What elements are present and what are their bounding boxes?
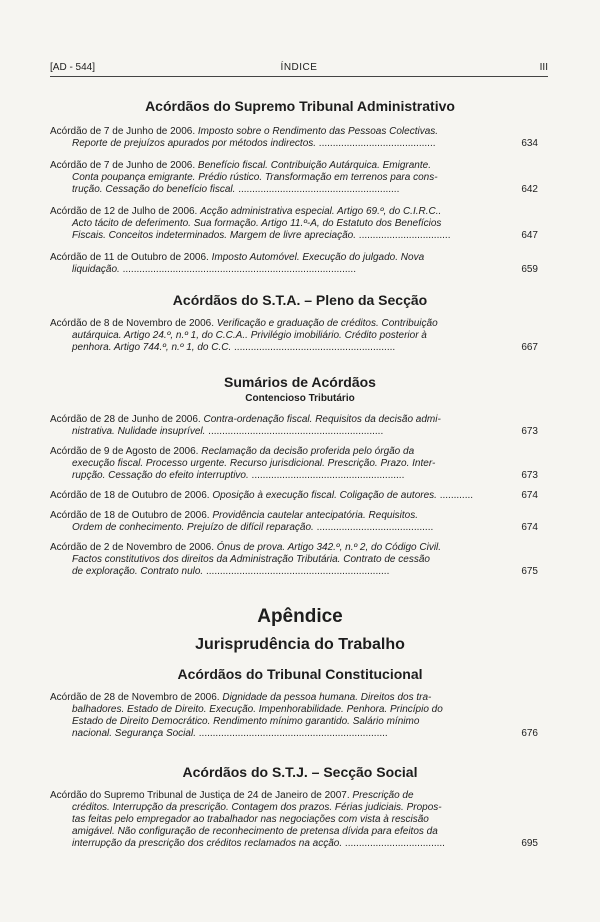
entry-citation: Acórdão de 12 de Julho de 2006. bbox=[50, 206, 201, 217]
index-entry bbox=[50, 542, 550, 578]
page-number: 673 bbox=[521, 470, 538, 481]
entry-line bbox=[50, 184, 502, 196]
header-code: [AD - 544] bbox=[50, 62, 96, 73]
entry-subject: Factos constitutivos dos direitos da Administração Tributária. Contrato de cessão bbox=[72, 554, 430, 565]
entry-citation: Acórdão do Supremo Tribunal de Justiça de 24 de Janeiro de 2007. bbox=[50, 790, 353, 801]
entry-citation: Acórdão de 18 de Outubro de 2006. bbox=[50, 510, 213, 521]
entry-subject: Providência cautelar antecipatória. Requisitos. bbox=[212, 510, 419, 521]
header-page-number: III bbox=[539, 62, 548, 73]
header-rule bbox=[50, 76, 548, 77]
entry-subject: nistrativa. Nulidade insuprível. bbox=[72, 426, 206, 437]
index-entry bbox=[50, 692, 550, 740]
page-number: 676 bbox=[521, 728, 538, 739]
page-number: 634 bbox=[521, 138, 538, 149]
leader-dots: .......................................... bbox=[313, 522, 434, 533]
entry-subject: penhora. Artigo 744.º, n.º 1, do C.C. bbox=[72, 342, 232, 353]
entry-line bbox=[50, 160, 502, 172]
leader-dots: .................................................................. bbox=[203, 566, 390, 577]
entry-subject: Reclamação da decisão proferida pelo órgão da bbox=[201, 446, 415, 457]
entry-subject: Ónus de prova. Artigo 342.º, n.º 2, do Código Civil. bbox=[216, 542, 442, 553]
leader-dots: .................................... bbox=[342, 838, 445, 849]
appendix-title: Apêndice bbox=[257, 606, 343, 627]
page-number: 675 bbox=[521, 566, 538, 577]
entry-line bbox=[50, 252, 502, 264]
entry-subject: autárquica. Artigo 24.º, n.º 1, do C.C.A.. Privilégio imobiliário. Crédito posterior à bbox=[72, 330, 427, 341]
index-entry bbox=[50, 790, 550, 850]
index-entry bbox=[50, 318, 550, 354]
entry-subject: Imposto sobre o Rendimento das Pessoas Colectivas. bbox=[197, 126, 439, 137]
entry-line bbox=[50, 138, 502, 150]
entry-line bbox=[50, 230, 502, 242]
entry-subject: Oposição à execução fiscal. Coligação de autores. bbox=[212, 490, 437, 501]
entry-subject: liquidação. bbox=[72, 264, 120, 275]
page-number: 647 bbox=[521, 230, 538, 241]
section-subtitle: Contencioso Tributário bbox=[245, 393, 355, 404]
leader-dots: .......................................................... bbox=[231, 342, 396, 353]
entry-line bbox=[50, 218, 502, 230]
section-pleno-title-wrap bbox=[50, 292, 550, 308]
entry-subject: rupção. Cessação do efeito interruptivo. bbox=[72, 470, 249, 481]
leader-dots: .......................................... bbox=[316, 138, 436, 149]
entry-citation: Acórdão de 2 de Novembro de 2006. bbox=[50, 542, 217, 553]
entry-citation: Acórdão de 18 de Outubro de 2006. bbox=[50, 490, 213, 501]
entry-line bbox=[50, 510, 502, 522]
entry-line bbox=[50, 802, 502, 814]
entry-line bbox=[50, 414, 502, 426]
entry-subject: Prescrição de bbox=[352, 790, 414, 801]
entry-subject: Contra-ordenação fiscal. Requisitos da decisão admi- bbox=[203, 414, 441, 425]
entry-subject: Dignidade da pessoa humana. Direitos dos tra- bbox=[222, 692, 432, 703]
section-stj-entries bbox=[50, 790, 550, 850]
page-number: 667 bbox=[521, 342, 538, 353]
entry-subject: Ordem de conhecimento. Prejuízo de difícil reparação. bbox=[72, 522, 314, 533]
index-entry bbox=[50, 414, 550, 438]
entry-citation: Acórdão de 28 de Junho de 2006. bbox=[50, 414, 204, 425]
entry-line bbox=[50, 692, 502, 704]
index-entry bbox=[50, 160, 550, 196]
entry-subject: Benefício fiscal. Contribuição Autárquica. Emigrante. bbox=[197, 160, 431, 171]
entry-line bbox=[50, 426, 502, 438]
leader-dots: ....................................................... bbox=[248, 470, 405, 481]
appendix-subtitle: Jurisprudência do Trabalho bbox=[195, 636, 405, 653]
section-sumarios-entries bbox=[50, 414, 550, 578]
entry-citation: Acórdão de 7 de Junho de 2006. bbox=[50, 126, 198, 137]
entry-line bbox=[50, 790, 502, 802]
entry-subject: nacional. Segurança Social. bbox=[72, 728, 196, 739]
entry-line bbox=[50, 704, 502, 716]
entry-citation: Acórdão de 11 de Outubro de 2006. bbox=[50, 252, 212, 263]
entry-subject: créditos. Interrupção da prescrição. Contagem dos prazos. Férias judiciais. Propos- bbox=[72, 802, 442, 813]
leader-dots: .................................................................... bbox=[195, 728, 388, 739]
entry-subject: execução fiscal. Processo urgente. Recurso jurisdicional. Prescrição. Prazo. Inter- bbox=[72, 458, 436, 469]
entry-citation: Acórdão de 9 de Agosto de 2006. bbox=[50, 446, 202, 457]
entry-line bbox=[50, 264, 502, 276]
entry-line bbox=[50, 342, 502, 354]
entry-line bbox=[50, 126, 502, 138]
entry-line bbox=[50, 814, 502, 826]
section-sta-entries bbox=[50, 126, 550, 276]
section-title: Acórdãos do Tribunal Constitucional bbox=[177, 666, 423, 682]
entry-subject: amigável. Não configuração de reconhecimento de pretensa dívida para efeitos da bbox=[72, 826, 438, 837]
entry-line bbox=[50, 554, 502, 566]
entry-line bbox=[50, 490, 502, 502]
entry-line bbox=[50, 566, 502, 578]
entry-line bbox=[50, 470, 502, 482]
section-title: Sumários de Acórdãos bbox=[224, 374, 376, 390]
entry-subject: balhadores. Estado de Direito. Execução. Impenhorabilidade. Penhora. Princípio do bbox=[72, 704, 443, 715]
entry-line bbox=[50, 522, 502, 534]
section-tc-entries bbox=[50, 692, 550, 740]
page-number: 695 bbox=[521, 838, 538, 849]
entry-subject: Acção administrativa especial. Artigo 69.º, do C.I.R.C.. bbox=[200, 206, 442, 217]
leader-dots: ............................................................... bbox=[205, 426, 384, 437]
entry-citation: Acórdão de 8 de Novembro de 2006. bbox=[50, 318, 217, 329]
section-pleno-entries bbox=[50, 318, 550, 354]
entry-subject: Fiscais. Conceitos indeterminados. Margem de livre apreciação. bbox=[72, 230, 357, 241]
entry-subject: Acto tácito de deferimento. Sua formação. Artigo 11.º-A, do Estatuto dos Benefícios bbox=[72, 218, 442, 229]
entry-line bbox=[50, 716, 502, 728]
index-entry bbox=[50, 126, 550, 150]
section-title: Acórdãos do Supremo Tribunal Administrativo bbox=[145, 98, 455, 114]
index-entry bbox=[50, 490, 550, 502]
index-entry bbox=[50, 510, 550, 534]
index-entry bbox=[50, 252, 550, 276]
entry-subject: Reporte de prejuízos apurados por métodos indirectos. bbox=[72, 138, 317, 149]
section-sta-title-wrap bbox=[50, 98, 550, 114]
leader-dots: .................................................................................... bbox=[119, 264, 356, 275]
leader-dots: ................................. bbox=[356, 230, 451, 241]
entry-subject: interrupção da prescrição dos créditos reclamados na acção. bbox=[72, 838, 343, 849]
entry-subject: tas feitas pelo empregador ao trabalhador nas negociações com vista à rescisão bbox=[72, 814, 429, 825]
leader-dots: ............ bbox=[436, 490, 474, 501]
index-entry bbox=[50, 446, 550, 482]
entry-line bbox=[50, 318, 502, 330]
entry-line bbox=[50, 728, 502, 740]
page-number: 674 bbox=[521, 490, 538, 501]
entry-line bbox=[50, 330, 502, 342]
entry-subject: de exploração. Contrato nulo. bbox=[72, 566, 204, 577]
entry-citation: Acórdão de 7 de Junho de 2006. bbox=[50, 160, 198, 171]
page-number: 659 bbox=[521, 264, 538, 275]
running-header bbox=[50, 62, 548, 73]
entry-line bbox=[50, 826, 502, 838]
entry-subject: Verificação e graduação de créditos. Contribuição bbox=[216, 318, 438, 329]
entry-line bbox=[50, 206, 502, 218]
entry-subject: Conta poupança emigrante. Prédio rústico. Transformação em terrenos para cons- bbox=[72, 172, 438, 183]
appendix-title-wrap bbox=[50, 606, 550, 682]
page-number: 642 bbox=[521, 184, 538, 195]
page-number: 674 bbox=[521, 522, 538, 533]
entry-subject: Estado de Direito Democrático. Rendimento mínimo garantido. Salário mínimo bbox=[72, 716, 420, 727]
index-entry bbox=[50, 206, 550, 242]
page-number: 673 bbox=[521, 426, 538, 437]
section-title: Acórdãos do S.T.J. – Secção Social bbox=[182, 764, 418, 780]
section-stj-title-wrap bbox=[50, 764, 550, 780]
entry-subject: Imposto Automóvel. Execução do julgado. Nova bbox=[211, 252, 425, 263]
section-title: Acórdãos do S.T.A. – Pleno da Secção bbox=[172, 292, 428, 308]
entry-line bbox=[50, 542, 502, 554]
entry-subject: trução. Cessação do benefício fiscal. bbox=[72, 184, 236, 195]
entry-citation: Acórdão de 28 de Novembro de 2006. bbox=[50, 692, 223, 703]
header-title: ÍNDICE bbox=[280, 62, 318, 73]
entry-line bbox=[50, 458, 502, 470]
leader-dots: .......................................................... bbox=[235, 184, 400, 195]
entry-line bbox=[50, 446, 502, 458]
entry-line bbox=[50, 172, 502, 184]
section-sumarios-title-wrap bbox=[50, 374, 550, 404]
entry-line bbox=[50, 838, 502, 850]
